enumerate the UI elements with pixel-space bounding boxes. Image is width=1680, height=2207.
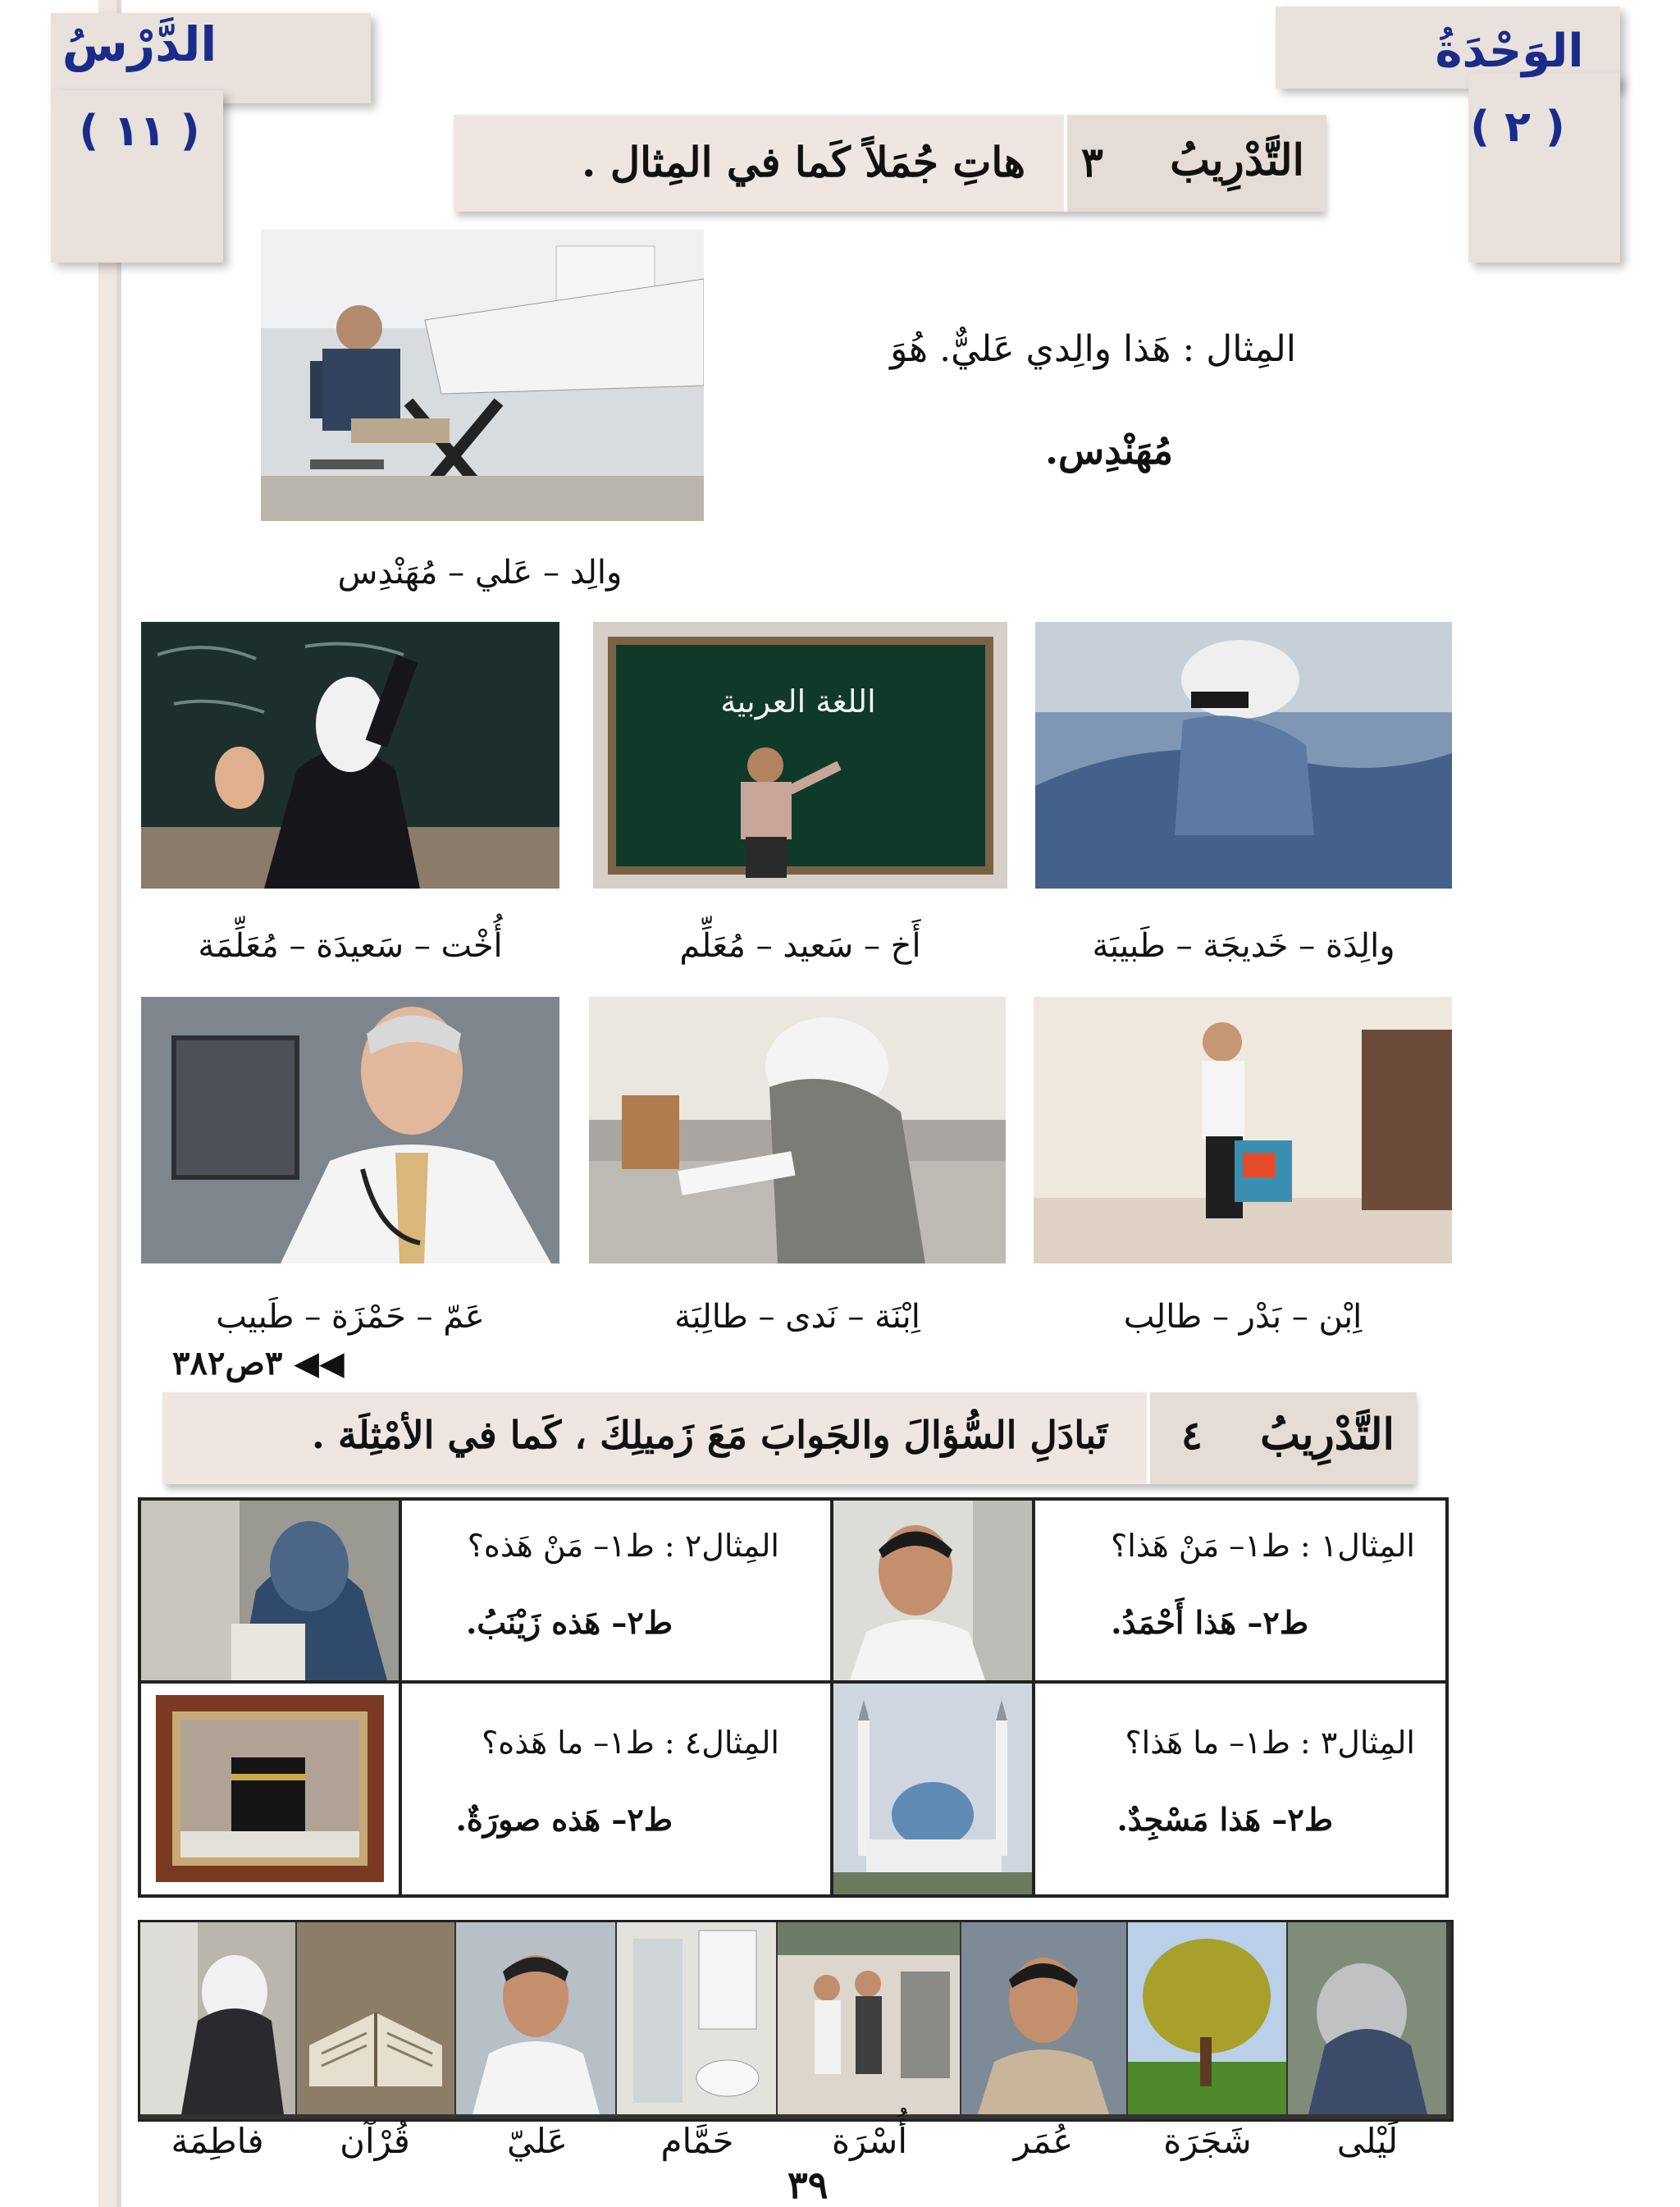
- doctor-man-photo: [141, 997, 559, 1263]
- student-girl-photo: [589, 997, 1006, 1263]
- row2-caption-3: اِبْن – بَدْر – طالِب: [1123, 1298, 1363, 1336]
- example2-photo: [141, 1501, 399, 1680]
- row2-caption-1: عَمّ – حَمْزَة – طَبيب: [216, 1298, 485, 1336]
- lesson-number: ( ١١ ): [79, 107, 200, 156]
- vocab-photo-5: [617, 1922, 776, 2114]
- page-number: ٣٩: [788, 2163, 829, 2207]
- vocab-word-8: فاطِمَة: [171, 2121, 264, 2161]
- example3-answer: ط٢– هَذا مَسْجِدٌ.: [1116, 1801, 1333, 1838]
- vocab-photo-7: [297, 1922, 454, 2114]
- exercise3-number: ٣: [1081, 138, 1103, 186]
- student-boy-photo: [1034, 997, 1452, 1263]
- example4-answer: ط٢– هَذه صورَةٌ.: [455, 1801, 673, 1838]
- grid-divider-vertical-3: [1032, 1497, 1035, 1898]
- example3-line1: المِثال : هَذا والِدي عَليٌّ. هُوَ: [890, 328, 1296, 370]
- grid-divider-vertical-1: [399, 1497, 402, 1898]
- exercise3-instruction: هاتِ جُمَلاً كَما في المِثال .: [582, 138, 1025, 186]
- example1-question: المِثال١ : ط١– مَنْ هَذا؟: [1111, 1528, 1415, 1564]
- vocab-word-3: عُمَر: [1013, 2121, 1074, 2161]
- example1-photo: [833, 1501, 1032, 1680]
- vocab-photo-4: [778, 1922, 960, 2114]
- teacher-woman-photo: [141, 622, 559, 889]
- board-text: اللغة العربية: [720, 683, 876, 720]
- vocab-photo-3: [961, 1922, 1126, 2114]
- row2-caption-2: اِبْنَة – نَدى – طالِبَة: [674, 1298, 920, 1336]
- forward-arrows-icon: ◀◀: [294, 1344, 345, 1382]
- vocab-photo-6: [456, 1922, 615, 2114]
- exercise4-label: التَّدْرِيبُ: [1260, 1410, 1395, 1460]
- vocab-photo-8: [140, 1922, 295, 2114]
- reference-marker: [172, 1344, 345, 1382]
- unit-label: الوَحْدَةُ: [1435, 25, 1584, 78]
- row1-caption-1: أُخْت – سَعيدَة – مُعَلِّمَة: [198, 927, 503, 965]
- example3-question: المِثال٣ : ط١– ما هَذا؟: [1125, 1725, 1415, 1761]
- teacher-man-photo: [593, 622, 1007, 889]
- reference-text: ٣ص٣٨٢: [172, 1344, 283, 1382]
- example3-photo: [833, 1684, 1032, 1894]
- example4-question: المِثال٤ : ط١– ما هَذه؟: [482, 1725, 779, 1761]
- exercise4-number: ٤: [1181, 1413, 1203, 1459]
- vocab-word-2: شَجَرَة: [1163, 2121, 1252, 2161]
- example4-photo: [141, 1684, 399, 1894]
- example3-caption: والِد – عَلي – مُهَنْدِس: [337, 554, 623, 592]
- row1-caption-3: والِدَة – خَديجَة – طَبيبَة: [1092, 927, 1395, 965]
- page-spine: [98, 0, 116, 2207]
- vocab-word-5: حَمَّام: [660, 2121, 734, 2161]
- page-spine-shadow: [116, 0, 121, 2207]
- example2-answer: ط٢– هَذه زَيْنَبُ.: [466, 1604, 673, 1641]
- exercise3-label: التَّدْرِيبُ: [1170, 135, 1304, 185]
- vocab-word-4: أُسْرَة: [831, 2121, 908, 2161]
- vocab-photo-2: [1128, 1922, 1286, 2114]
- vocab-word-1: لَيْلى: [1336, 2121, 1399, 2161]
- engineer-photo: [261, 230, 704, 521]
- unit-number: ( ٢ ): [1470, 103, 1565, 152]
- vocab-photo-1: [1288, 1922, 1446, 2114]
- example3-line2: مُهَنْدِس.: [1044, 428, 1173, 473]
- example1-answer: ط٢– هَذا أَحْمَدُ.: [1111, 1604, 1308, 1641]
- row1-caption-2: أَخ – سَعيد – مُعَلِّم: [679, 927, 921, 965]
- lesson-label: الدَّرْسُ: [62, 16, 217, 72]
- vocab-word-7: قُرْآن: [340, 2121, 410, 2161]
- exercise4-instruction: تَبادَلِ السُّؤالَ والجَوابَ مَعَ زَميلِكَ ، كَما في الأمْثِلَة .: [311, 1413, 1107, 1457]
- vocab-word-6: عَليّ: [507, 2121, 568, 2161]
- example2-question: المِثال٢ : ط١– مَنْ هَذه؟: [467, 1528, 779, 1564]
- surgeon-woman-photo: [1035, 622, 1452, 889]
